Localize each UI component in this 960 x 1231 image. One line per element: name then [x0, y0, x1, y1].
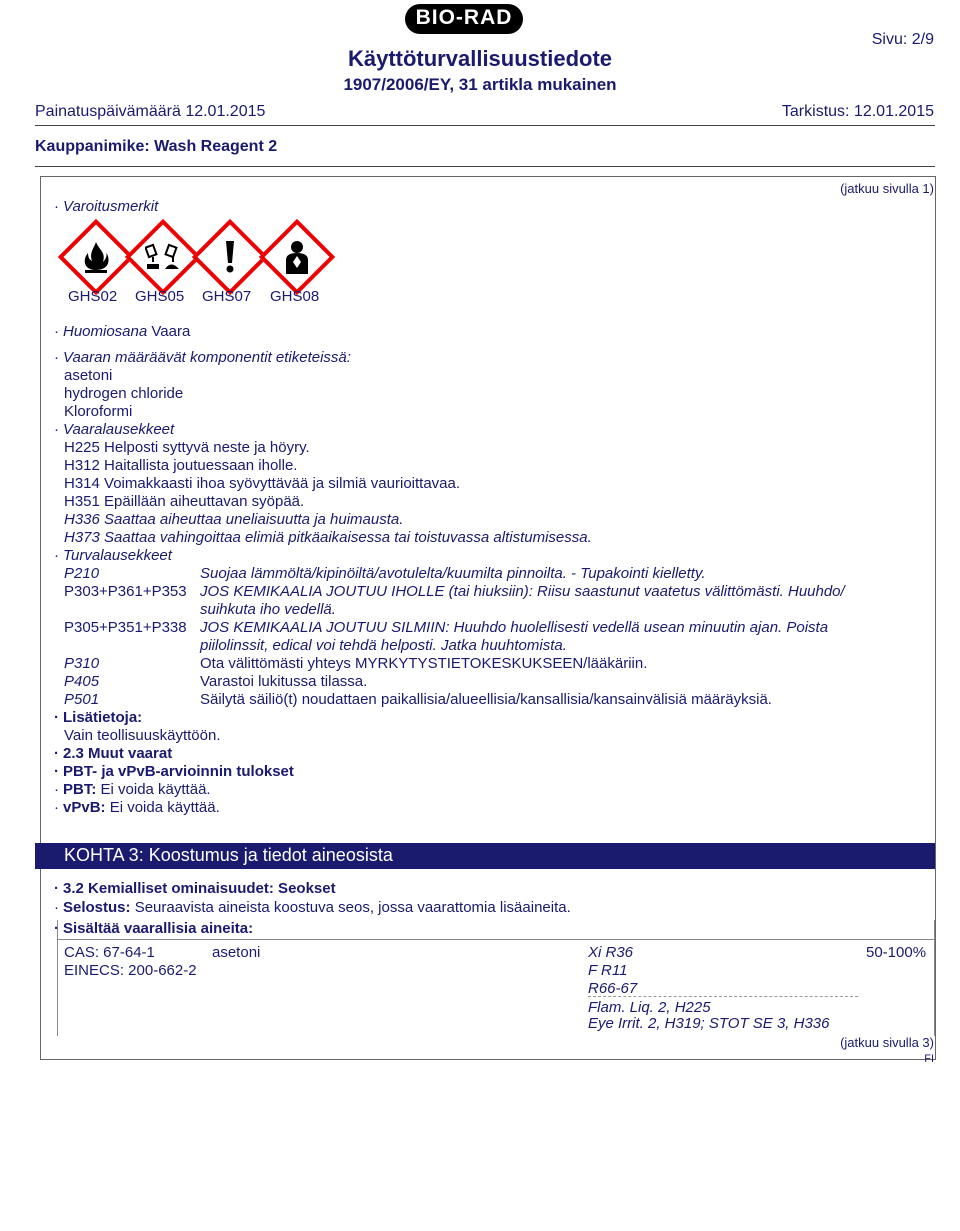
- ghs08-pictogram: [259, 219, 335, 295]
- description-line: [54, 899, 571, 916]
- component-item: hydrogen chloride: [64, 385, 184, 402]
- pbt-line: [54, 781, 211, 798]
- document-subtitle: 1907/2006/EY, 31 artikla mukainen: [343, 75, 617, 94]
- p-text-cont: suihkuta iho vedellä.: [200, 601, 336, 618]
- page-number: Sivu: 2/9: [871, 31, 934, 48]
- component-item: asetoni: [64, 367, 113, 384]
- classification: R66-67: [588, 980, 638, 997]
- signal-word-label: Huomiosana: [63, 323, 148, 340]
- hazard-statements-label: · Vaaralausekkeet: [54, 421, 174, 438]
- p-code: P303+P361+P353: [64, 583, 187, 600]
- dangerous-components-label: · Sisältää vaarallisia aineita:: [54, 920, 253, 937]
- ghs05-label: GHS05: [135, 288, 185, 305]
- print-date: Painatuspäivämäärä 12.01.2015: [35, 103, 266, 120]
- signal-word-value: Vaara: [151, 323, 191, 340]
- signal-word: [54, 323, 190, 340]
- warning-signs-label: · Varoitusmerkit: [54, 198, 158, 215]
- cas-number: CAS: 67-64-1: [64, 944, 155, 961]
- health-hazard-icon: [268, 228, 326, 286]
- vpvb-line: [54, 799, 220, 816]
- vpvb-label: vPvB:: [63, 799, 106, 816]
- table-left-rule: [57, 920, 58, 1036]
- continued-from: (jatkuu sivulla 1): [840, 181, 934, 196]
- hazard-statement: H336 Saattaa aiheuttaa uneliaisuutta ja huimausta.: [64, 511, 404, 528]
- exclamation-icon: [201, 228, 259, 286]
- hazard-statement: H312 Haitallista joutuessaan iholle.: [64, 457, 298, 474]
- ghs07-pictogram: [192, 219, 268, 295]
- description-text: Seuraavista aineista koostuva seos, jossa vaarattomia lisäaineita.: [134, 899, 571, 916]
- bio-rad-logo: BIO-RAD: [405, 4, 523, 34]
- product-divider: [35, 166, 935, 167]
- ghs07-label: GHS07: [202, 288, 252, 305]
- ghs05-pictogram: [125, 219, 201, 295]
- revision-date: Tarkistus: 12.01.2015: [781, 103, 934, 120]
- classification: Flam. Liq. 2, H225: [588, 999, 711, 1016]
- p-text: Ota välittömästi yhteys MYRKYTYSTIETOKESKUKSEEN/lääkäriin.: [200, 655, 648, 672]
- p-text: JOS KEMIKAALIA JOUTUU SILMIIN: Huuhdo huolellisesti vedellä usean minuutin ajan. Poista: [200, 619, 829, 636]
- p-text: Varastoi lukitussa tilassa.: [200, 673, 368, 690]
- product-name: Kauppanimike: Wash Reagent 2: [35, 138, 278, 155]
- hazard-statement: H373 Saattaa vahingoittaa elimiä pitkäaikaisessa tai toistuvassa altistumisessa.: [64, 529, 592, 546]
- pbt-value: Ei voida käyttää.: [100, 781, 211, 798]
- einecs-number: EINECS: 200-662-2: [64, 962, 197, 979]
- substance-name: asetoni: [212, 944, 261, 961]
- classification: F R11: [588, 962, 628, 979]
- header-divider: [35, 125, 935, 126]
- pbt-label: PBT:: [63, 781, 97, 798]
- description-label: Selostus:: [63, 899, 131, 916]
- component-item: Kloroformi: [64, 403, 133, 420]
- classification: Xi R36: [588, 944, 634, 961]
- hazard-statement: H351 Epäillään aiheuttavan syöpää.: [64, 493, 305, 510]
- chemical-characterization: · 3.2 Kemialliset ominaisuudet: Seokset: [54, 880, 336, 897]
- document-title: Käyttöturvallisuustiedote: [347, 46, 613, 71]
- p-code: P501: [64, 691, 100, 708]
- hazard-statement: H314 Voimakkaasti ihoa syövyttävää ja silmiä vaurioittavaa.: [64, 475, 461, 492]
- additional-info-label: · Lisätietoja:: [54, 709, 142, 726]
- ghs02-label: GHS02: [68, 288, 118, 305]
- corrosion-icon: [134, 228, 192, 286]
- components-label: · Vaaran määräävät komponentit etiketeissä:: [54, 349, 351, 366]
- pbt-results-heading: · PBT- ja vPvB-arvioinnin tulokset: [54, 763, 294, 780]
- classification: Eye Irrit. 2, H319; STOT SE 3, H336: [588, 1015, 830, 1032]
- additional-info-text: Vain teollisuuskäyttöön.: [64, 727, 221, 744]
- section3-title: KOHTA 3: Koostumus ja tiedot aineosista: [64, 845, 393, 865]
- other-hazards-heading: · 2.3 Muut vaarat: [54, 745, 172, 762]
- vpvb-value: Ei voida käyttää.: [109, 799, 220, 816]
- p-text: JOS KEMIKAALIA JOUTUU IHOLLE (tai hiuksiin): Riisu saastunut vaatetus välittömästi. Huuhdo/: [200, 583, 845, 600]
- p-code: P210: [64, 565, 100, 582]
- p-code: P310: [64, 655, 100, 672]
- p-code: P405: [64, 673, 100, 690]
- table-right-rule: [934, 920, 935, 1036]
- table-top-rule: [57, 939, 935, 940]
- p-text-cont: piilolinssit, edical voi tehdä helposti. Jatka huuhtomista.: [200, 637, 567, 654]
- flame-icon: [67, 228, 125, 286]
- precautionary-statements-label: · Turvalausekkeet: [54, 547, 172, 564]
- ghs02-pictogram: [58, 219, 134, 295]
- p-text: Säilytä säiliö(t) noudattaen paikallisia/alueellisia/kansallisia/kansainvälisiä määräyksiä.: [200, 691, 772, 708]
- p-text: Suojaa lämmöltä/kipinöiltä/avotulelta/kuumilta pinnoilta. - Tupakointi kielletty.: [200, 565, 706, 582]
- ghs08-label: GHS08: [270, 288, 320, 305]
- hazard-statement: H225 Helposti syttyvä neste ja höyry.: [64, 439, 310, 456]
- language-code: FI: [924, 1053, 934, 1065]
- p-code: P305+P351+P338: [64, 619, 187, 636]
- concentration: 50-100%: [866, 944, 927, 961]
- continued-to: (jatkuu sivulla 3): [840, 1035, 934, 1050]
